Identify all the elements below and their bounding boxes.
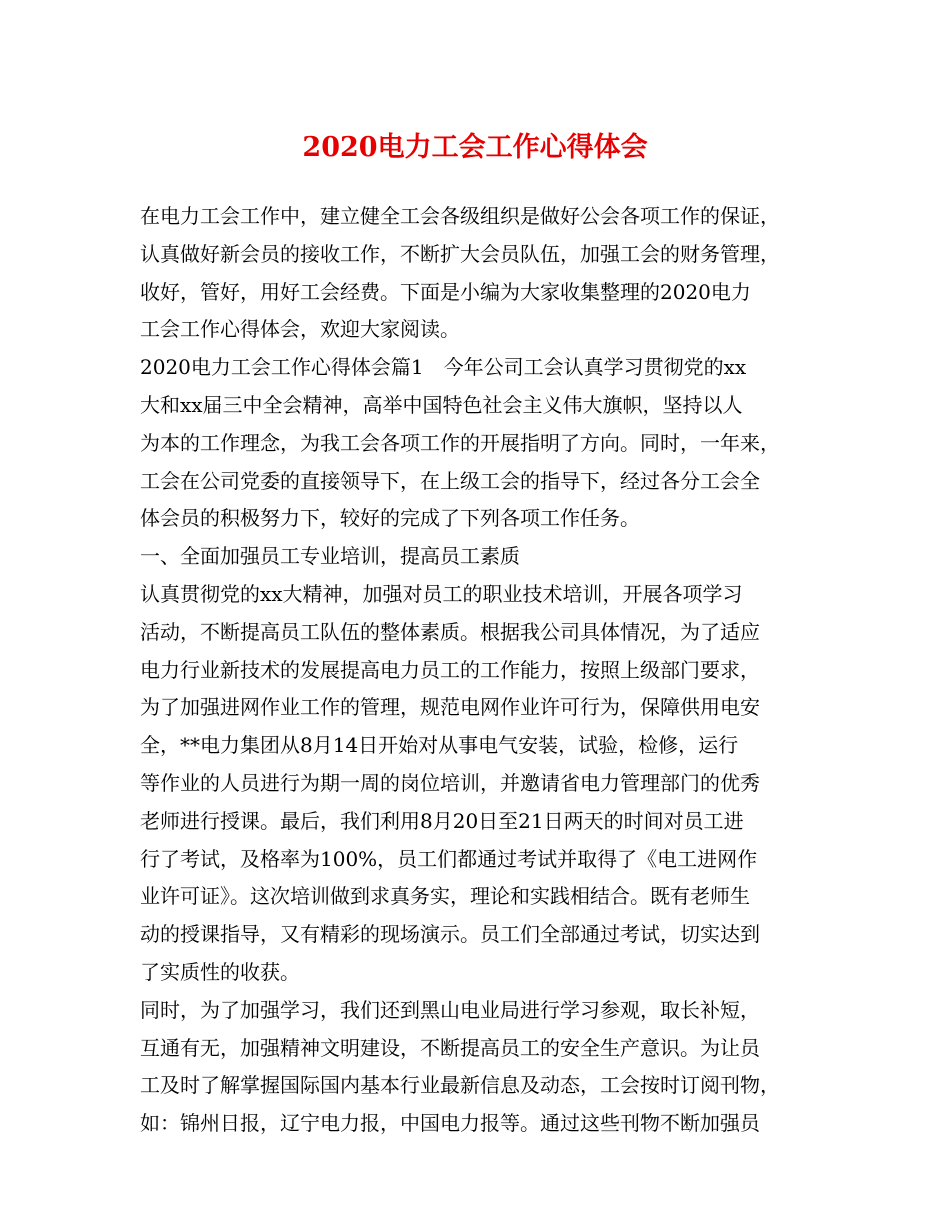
text-line: 电力行业新技术的发展提高电力员工的工作能力，按照上级部门要求， — [140, 657, 760, 682]
text-line: 大和xx届三中全会精神，高举中国特色社会主义伟大旗帜，坚持以人 — [140, 392, 743, 417]
text-line: 如：锦州日报，辽宁电力报，中国电力报等。通过这些刊物不断加强员 — [140, 1111, 760, 1136]
text-line: 互通有无，加强精神文明建设，不断提高员工的安全生产意识。为让员 — [140, 1035, 760, 1060]
text-line: 全，**电力集团从8月14日开始对从事电气安装，试验，检修，运行 — [140, 733, 739, 758]
text-line: 同时，为了加强学习，我们还到黑山电业局进行学习参观，取长补短， — [140, 997, 760, 1022]
text-line: 工及时了解掌握国际国内基本行业最新信息及动态，工会按时订阅刊物， — [140, 1073, 780, 1098]
text-line: 认真做好新会员的接收工作，不断扩大会员队伍，加强工会的财务管理， — [140, 241, 780, 266]
text-line: 动的授课指导，又有精彩的现场演示。员工们全部通过考试，切实达到 — [140, 922, 760, 947]
text-line: 为了加强进网作业工作的管理，规范电网作业许可行为，保障供用电安 — [140, 695, 760, 720]
text-line: 了实质性的收获。 — [140, 959, 300, 984]
text-line: 老师进行授课。最后，我们利用8月20日至21日两天的时间对员工进 — [140, 808, 744, 833]
text-line: 认真贯彻党的xx大精神，加强对员工的职业技术培训，开展各项学习 — [140, 581, 743, 606]
document-body — [140, 198, 830, 1143]
text-line: 体会员的积极努力下，较好的完成了下列各项工作任务。 — [140, 506, 640, 531]
text-line: 为本的工作理念，为我工会各项工作的开展指明了方向。同时，一年来， — [140, 430, 780, 455]
text-line: 工会在公司党委的直接领导下，在上级工会的指导下，经过各分工会全 — [140, 468, 760, 493]
text-line: 业许可证》。这次培训做到求真务实，理论和实践相结合。既有老师生 — [140, 884, 750, 909]
text-line: 在电力工会工作中，建立健全工会各级组织是做好公会各项工作的保证， — [140, 204, 780, 228]
document-title: 2020电力工会工作心得体会 — [302, 132, 648, 163]
text-line: 2020电力工会工作心得体会篇1 今年公司工会认真学习贯彻党的xx — [140, 355, 747, 380]
text-line: 行了考试，及格率为100%，员工们都通过考试并取得了《电工进网作 — [140, 846, 758, 871]
section-heading: 一、全面加强员工专业培训，提高员工素质 — [140, 544, 520, 569]
text-line: 等作业的人员进行为期一周的岗位培训，并邀请省电力管理部门的优秀 — [140, 770, 760, 795]
text-line: 收好，管好，用好工会经费。下面是小编为大家收集整理的2020电力 — [140, 279, 751, 304]
text-line: 工会工作心得体会，欢迎大家阅读。 — [140, 317, 460, 342]
text-line: 活动，不断提高员工队伍的整体素质。根据我公司具体情况，为了适应 — [140, 619, 760, 644]
